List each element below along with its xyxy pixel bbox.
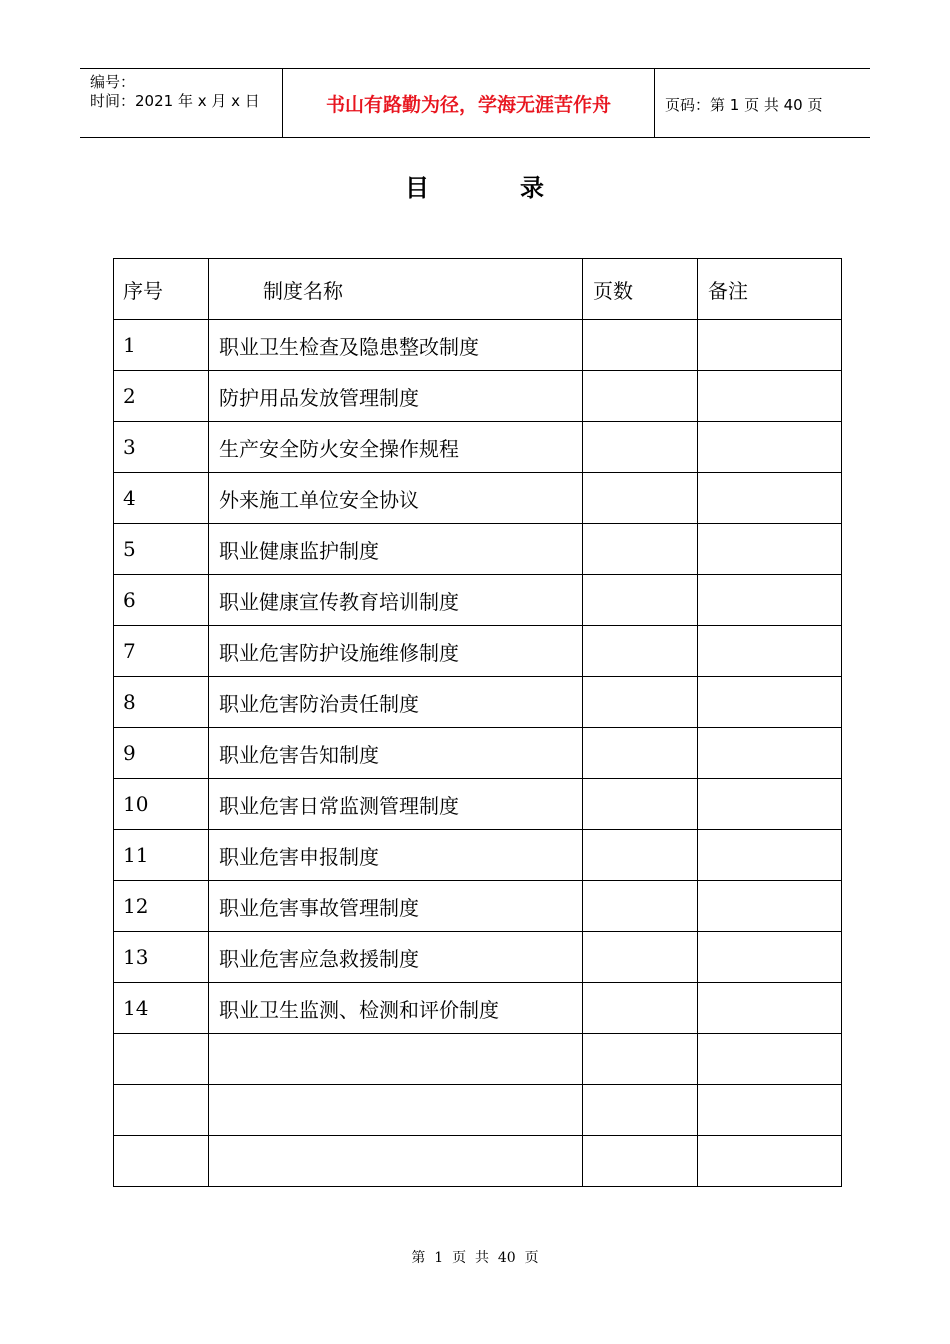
- table-row: [114, 881, 842, 932]
- row-note: [698, 1085, 842, 1136]
- row-pages: [583, 626, 698, 677]
- row-pages: [583, 830, 698, 881]
- table-row: [114, 932, 842, 983]
- document-header: [80, 68, 870, 138]
- row-note: [698, 320, 842, 371]
- table-row: [114, 677, 842, 728]
- row-pages: [583, 422, 698, 473]
- table-row: [114, 575, 842, 626]
- page-title: [0, 173, 950, 203]
- row-pages: [583, 881, 698, 932]
- row-name: [209, 1136, 583, 1187]
- row-name: 外来施工单位安全协议: [209, 473, 583, 524]
- table-row: [114, 422, 842, 473]
- row-note: [698, 881, 842, 932]
- row-pages: [583, 575, 698, 626]
- contents-table: [113, 258, 842, 1187]
- header-meta-cell: [80, 69, 282, 137]
- row-number: [114, 1136, 209, 1187]
- table-row: [114, 473, 842, 524]
- row-number: 12: [114, 881, 209, 932]
- row-pages: [583, 677, 698, 728]
- row-name: 职业危害告知制度: [209, 728, 583, 779]
- header-motto-cell: [282, 69, 655, 137]
- row-name: 职业危害日常监测管理制度: [209, 779, 583, 830]
- table-row: [114, 1034, 842, 1085]
- page-title-char-2: 录: [520, 174, 544, 202]
- row-pages: [583, 524, 698, 575]
- header-page-info: 页码：第 1 页 共 40 页: [665, 96, 823, 114]
- row-note: [698, 422, 842, 473]
- row-note: [698, 677, 842, 728]
- row-note: [698, 983, 842, 1034]
- row-note: [698, 473, 842, 524]
- table-row: [114, 830, 842, 881]
- table-row: [114, 524, 842, 575]
- row-number: 14: [114, 983, 209, 1034]
- row-note: [698, 575, 842, 626]
- header-name: 制度名称: [209, 259, 583, 320]
- row-name: 职业危害事故管理制度: [209, 881, 583, 932]
- row-number: 2: [114, 371, 209, 422]
- row-name: 职业危害应急救援制度: [209, 932, 583, 983]
- table-row: [114, 1085, 842, 1136]
- row-name: 职业健康宣传教育培训制度: [209, 575, 583, 626]
- header-note: 备注: [698, 259, 842, 320]
- row-note: [698, 524, 842, 575]
- header-page-cell: [655, 69, 870, 137]
- row-name: 职业危害防治责任制度: [209, 677, 583, 728]
- header-motto: 书山有路勤为径，学海无涯苦作舟: [325, 94, 611, 116]
- row-pages: [583, 932, 698, 983]
- row-pages: [583, 473, 698, 524]
- row-pages: [583, 320, 698, 371]
- header-no: 序号: [114, 259, 209, 320]
- row-number: 5: [114, 524, 209, 575]
- table-row: [114, 626, 842, 677]
- row-name: 职业危害防护设施维修制度: [209, 626, 583, 677]
- row-note: [698, 932, 842, 983]
- row-name: [209, 1085, 583, 1136]
- row-pages: [583, 1085, 698, 1136]
- row-pages: [583, 371, 698, 422]
- table-row: [114, 371, 842, 422]
- row-name: [209, 1034, 583, 1085]
- row-number: 1: [114, 320, 209, 371]
- table-row: [114, 779, 842, 830]
- header-pages: 页数: [583, 259, 698, 320]
- row-number: 8: [114, 677, 209, 728]
- row-number: 9: [114, 728, 209, 779]
- row-number: 3: [114, 422, 209, 473]
- row-name: 职业危害申报制度: [209, 830, 583, 881]
- row-number: [114, 1034, 209, 1085]
- row-note: [698, 830, 842, 881]
- row-note: [698, 626, 842, 677]
- row-number: 11: [114, 830, 209, 881]
- row-name: 职业卫生监测、检测和评价制度: [209, 983, 583, 1034]
- table-row: [114, 320, 842, 371]
- row-name: 职业卫生检查及隐患整改制度: [209, 320, 583, 371]
- page-title-char-1: 目: [405, 174, 429, 202]
- row-pages: [583, 983, 698, 1034]
- table-row: [114, 1136, 842, 1187]
- row-note: [698, 1136, 842, 1187]
- row-number: 4: [114, 473, 209, 524]
- row-pages: [583, 1136, 698, 1187]
- row-pages: [583, 779, 698, 830]
- row-pages: [583, 728, 698, 779]
- row-note: [698, 1034, 842, 1085]
- row-note: [698, 779, 842, 830]
- table-row: [114, 983, 842, 1034]
- table-row: [114, 728, 842, 779]
- row-note: [698, 728, 842, 779]
- document-number-label: 编号：: [90, 73, 136, 91]
- row-number: 13: [114, 932, 209, 983]
- row-number: 10: [114, 779, 209, 830]
- row-name: 生产安全防火安全操作规程: [209, 422, 583, 473]
- row-number: [114, 1085, 209, 1136]
- row-name: 职业健康监护制度: [209, 524, 583, 575]
- document-date-label: 时间：2021 年 x 月 x 日: [90, 92, 260, 110]
- page-footer: 第 1 页 共 40 页: [411, 1250, 539, 1266]
- row-pages: [583, 1034, 698, 1085]
- row-name: 防护用品发放管理制度: [209, 371, 583, 422]
- row-note: [698, 371, 842, 422]
- row-number: 6: [114, 575, 209, 626]
- table-header-row: [114, 259, 842, 320]
- row-number: 7: [114, 626, 209, 677]
